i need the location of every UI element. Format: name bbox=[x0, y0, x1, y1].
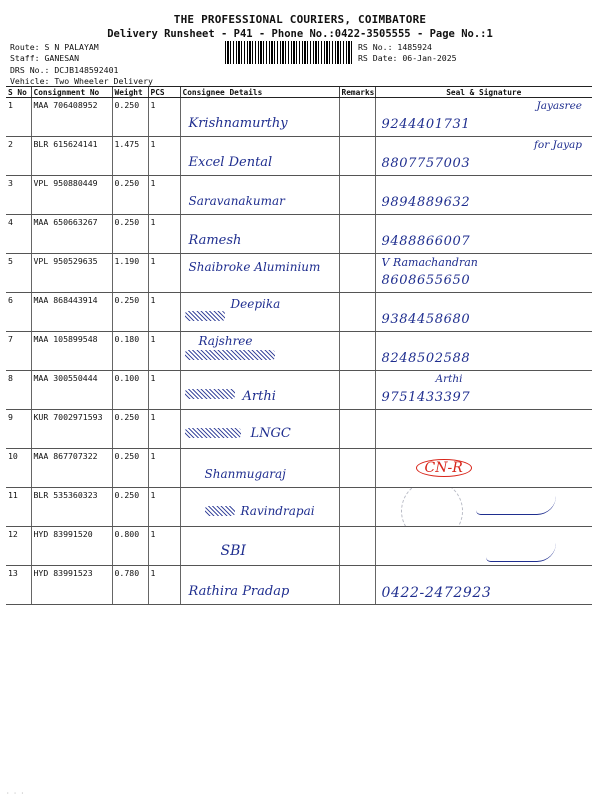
consignee-handwriting: Ramesh bbox=[188, 233, 242, 248]
table-row bbox=[6, 215, 592, 254]
row-weight: 1.190 bbox=[112, 254, 148, 293]
row-consignee-cell bbox=[180, 254, 339, 293]
signature-name: for Jayap bbox=[534, 139, 582, 151]
row-pcs: 1 bbox=[148, 254, 180, 293]
row-consignee-cell bbox=[180, 449, 339, 488]
row-remarks bbox=[339, 254, 375, 293]
strikeout-scribble bbox=[205, 506, 235, 516]
row-sno: 8 bbox=[6, 371, 31, 410]
consignee-handwriting: Rajshree bbox=[198, 334, 253, 348]
staff-text: Staff: GANESAN bbox=[10, 52, 80, 63]
col-header-consignment: Consignment No bbox=[31, 87, 112, 98]
route-text: Route: S N PALAYAM bbox=[10, 42, 99, 52]
table-row bbox=[6, 176, 592, 215]
row-consignment: VPL 950880449 bbox=[31, 176, 112, 215]
row-remarks bbox=[339, 176, 375, 215]
row-signature-cell bbox=[375, 371, 592, 410]
row-pcs: 1 bbox=[148, 410, 180, 449]
row-signature-cell bbox=[375, 254, 592, 293]
drs-number: DRS No.: DCJB148592401 bbox=[10, 65, 119, 75]
signature-phone: 8248502588 bbox=[381, 351, 471, 366]
rs-date: RS Date: 06-Jan-2025 bbox=[358, 52, 457, 63]
signature-phone: 8608655650 bbox=[381, 273, 471, 288]
row-weight: 0.180 bbox=[112, 332, 148, 371]
row-sno: 5 bbox=[6, 254, 31, 293]
meta-left bbox=[10, 42, 153, 86]
table-row bbox=[6, 137, 592, 176]
signature-phone: 9894889632 bbox=[381, 195, 471, 210]
row-pcs: 1 bbox=[148, 488, 180, 527]
row-sno: 2 bbox=[6, 137, 31, 176]
row-weight: 0.800 bbox=[112, 527, 148, 566]
row-signature-cell bbox=[375, 98, 592, 137]
row-consignee-cell bbox=[180, 215, 339, 254]
row-signature-cell bbox=[375, 449, 592, 488]
consignee-handwriting: Shanmugaraj bbox=[204, 467, 286, 481]
strikeout-scribble bbox=[185, 428, 241, 438]
row-weight: 0.250 bbox=[112, 215, 148, 254]
table-row bbox=[6, 410, 592, 449]
col-header-sno: S No bbox=[6, 87, 31, 98]
table-row bbox=[6, 254, 592, 293]
row-consignee-cell bbox=[180, 98, 339, 137]
col-header-signature: Seal & Signature bbox=[375, 87, 592, 98]
signature-phone: 9384458680 bbox=[381, 312, 471, 327]
consignee-handwriting: Shaibroke Aluminium bbox=[188, 260, 321, 274]
signature-phone: 9751433397 bbox=[381, 390, 471, 405]
signature-scrawl bbox=[486, 543, 556, 562]
col-header-remarks: Remarks bbox=[339, 87, 375, 98]
row-consignee-cell bbox=[180, 371, 339, 410]
consignee-handwriting: Excel Dental bbox=[188, 155, 273, 170]
consignee-handwriting: Deepika bbox=[230, 297, 281, 311]
row-consignment: MAA 867707322 bbox=[31, 449, 112, 488]
row-signature-cell bbox=[375, 410, 592, 449]
row-sno: 7 bbox=[6, 332, 31, 371]
consignee-handwriting: LNGC bbox=[250, 426, 291, 441]
row-pcs: 1 bbox=[148, 215, 180, 254]
row-remarks bbox=[339, 98, 375, 137]
strikeout-scribble bbox=[185, 311, 225, 321]
red-remark-mark: CN-R bbox=[416, 459, 472, 477]
row-signature-cell bbox=[375, 488, 592, 527]
table-row bbox=[6, 488, 592, 527]
row-signature-cell bbox=[375, 527, 592, 566]
consignee-handwriting: Krishnamurthy bbox=[188, 116, 288, 131]
row-remarks bbox=[339, 137, 375, 176]
table-row bbox=[6, 371, 592, 410]
row-consignee-cell bbox=[180, 527, 339, 566]
footer-scan-mark: · · · bbox=[6, 790, 25, 797]
row-consignment: HYD 83991520 bbox=[31, 527, 112, 566]
row-consignment: MAA 868443914 bbox=[31, 293, 112, 332]
row-consignment: BLR 615624141 bbox=[31, 137, 112, 176]
row-weight: 0.100 bbox=[112, 371, 148, 410]
row-remarks bbox=[339, 488, 375, 527]
row-consignee-cell bbox=[180, 410, 339, 449]
row-weight: 0.250 bbox=[112, 449, 148, 488]
row-consignee-cell bbox=[180, 332, 339, 371]
seal-stamp bbox=[401, 488, 463, 527]
row-weight: 0.250 bbox=[112, 410, 148, 449]
row-consignment: MAA 105899548 bbox=[31, 332, 112, 371]
row-weight: 0.250 bbox=[112, 98, 148, 137]
row-pcs: 1 bbox=[148, 293, 180, 332]
document-title: THE PROFESSIONAL COURIERS, COIMBATORE bbox=[173, 13, 427, 26]
table-row bbox=[6, 566, 592, 605]
row-signature-cell bbox=[375, 332, 592, 371]
signature-phone: 9488866007 bbox=[381, 234, 471, 249]
document-subtitle: Delivery Runsheet - P41 - Phone No.:0422-3505555 - Page No.:1 bbox=[107, 28, 493, 40]
row-sno: 1 bbox=[6, 98, 31, 137]
row-remarks bbox=[339, 527, 375, 566]
signature-phone: 8807757003 bbox=[381, 156, 471, 171]
table-row bbox=[6, 332, 592, 371]
consignee-handwriting: Rathira Pradap bbox=[188, 584, 290, 599]
row-consignment: BLR 535360323 bbox=[31, 488, 112, 527]
row-consignment: MAA 706408952 bbox=[31, 98, 112, 137]
strikeout-scribble bbox=[185, 389, 235, 399]
consignee-handwriting: Saravanakumar bbox=[188, 194, 285, 208]
row-consignee-cell bbox=[180, 566, 339, 605]
row-remarks bbox=[339, 410, 375, 449]
row-consignment: KUR 7002971593 bbox=[31, 410, 112, 449]
runsheet-table bbox=[6, 86, 592, 605]
row-remarks bbox=[339, 449, 375, 488]
row-pcs: 1 bbox=[148, 137, 180, 176]
row-sno: 3 bbox=[6, 176, 31, 215]
row-sno: 9 bbox=[6, 410, 31, 449]
row-consignee-cell bbox=[180, 176, 339, 215]
row-remarks bbox=[339, 371, 375, 410]
signature-scrawl bbox=[476, 496, 556, 515]
signature-phone: 9244401731 bbox=[381, 117, 471, 132]
signature-phone: 0422-2472923 bbox=[381, 585, 492, 601]
row-sno: 11 bbox=[6, 488, 31, 527]
col-header-weight: Weight bbox=[112, 87, 148, 98]
consignee-handwriting: Arthi bbox=[242, 389, 276, 404]
row-signature-cell bbox=[375, 566, 592, 605]
row-weight: 0.780 bbox=[112, 566, 148, 605]
row-consignee-cell bbox=[180, 488, 339, 527]
row-pcs: 1 bbox=[148, 98, 180, 137]
col-header-consignee: Consignee Details bbox=[180, 87, 339, 98]
row-sno: 13 bbox=[6, 566, 31, 605]
col-header-pcs: PCS bbox=[148, 87, 180, 98]
row-consignment: MAA 650663267 bbox=[31, 215, 112, 254]
row-pcs: 1 bbox=[148, 332, 180, 371]
row-consignee-cell bbox=[180, 293, 339, 332]
row-consignee-cell bbox=[180, 137, 339, 176]
row-consignment: HYD 83991523 bbox=[31, 566, 112, 605]
row-pcs: 1 bbox=[148, 527, 180, 566]
row-weight: 0.250 bbox=[112, 293, 148, 332]
row-signature-cell bbox=[375, 293, 592, 332]
row-remarks bbox=[339, 215, 375, 254]
row-signature-cell bbox=[375, 176, 592, 215]
signature-name: Jayasree bbox=[536, 100, 582, 112]
barcode bbox=[225, 41, 353, 64]
signature-name: Arthi bbox=[435, 373, 463, 385]
row-weight: 1.475 bbox=[112, 137, 148, 176]
row-sno: 4 bbox=[6, 215, 31, 254]
vehicle-text: Vehicle: Two Wheeler Delivery bbox=[10, 75, 153, 86]
row-sno: 10 bbox=[6, 449, 31, 488]
row-signature-cell bbox=[375, 215, 592, 254]
table-row bbox=[6, 527, 592, 566]
row-pcs: 1 bbox=[148, 176, 180, 215]
table-row bbox=[6, 293, 592, 332]
meta-right bbox=[358, 42, 457, 63]
row-consignment: VPL 950529635 bbox=[31, 254, 112, 293]
row-sno: 6 bbox=[6, 293, 31, 332]
row-signature-cell bbox=[375, 137, 592, 176]
row-consignment: MAA 300550444 bbox=[31, 371, 112, 410]
signature-name: V Ramachandran bbox=[381, 256, 478, 269]
table-row bbox=[6, 98, 592, 137]
strikeout-scribble bbox=[185, 350, 275, 360]
table-header-row bbox=[6, 87, 592, 98]
row-weight: 0.250 bbox=[112, 488, 148, 527]
row-remarks bbox=[339, 293, 375, 332]
row-remarks bbox=[339, 566, 375, 605]
row-remarks bbox=[339, 332, 375, 371]
row-pcs: 1 bbox=[148, 566, 180, 605]
row-pcs: 1 bbox=[148, 449, 180, 488]
consignee-handwriting: SBI bbox=[220, 543, 246, 559]
row-weight: 0.250 bbox=[112, 176, 148, 215]
row-pcs: 1 bbox=[148, 371, 180, 410]
row-sno: 12 bbox=[6, 527, 31, 566]
consignee-handwriting: Ravindrapai bbox=[240, 504, 315, 518]
table-row bbox=[6, 449, 592, 488]
rs-number: RS No.: 1485924 bbox=[358, 42, 432, 52]
